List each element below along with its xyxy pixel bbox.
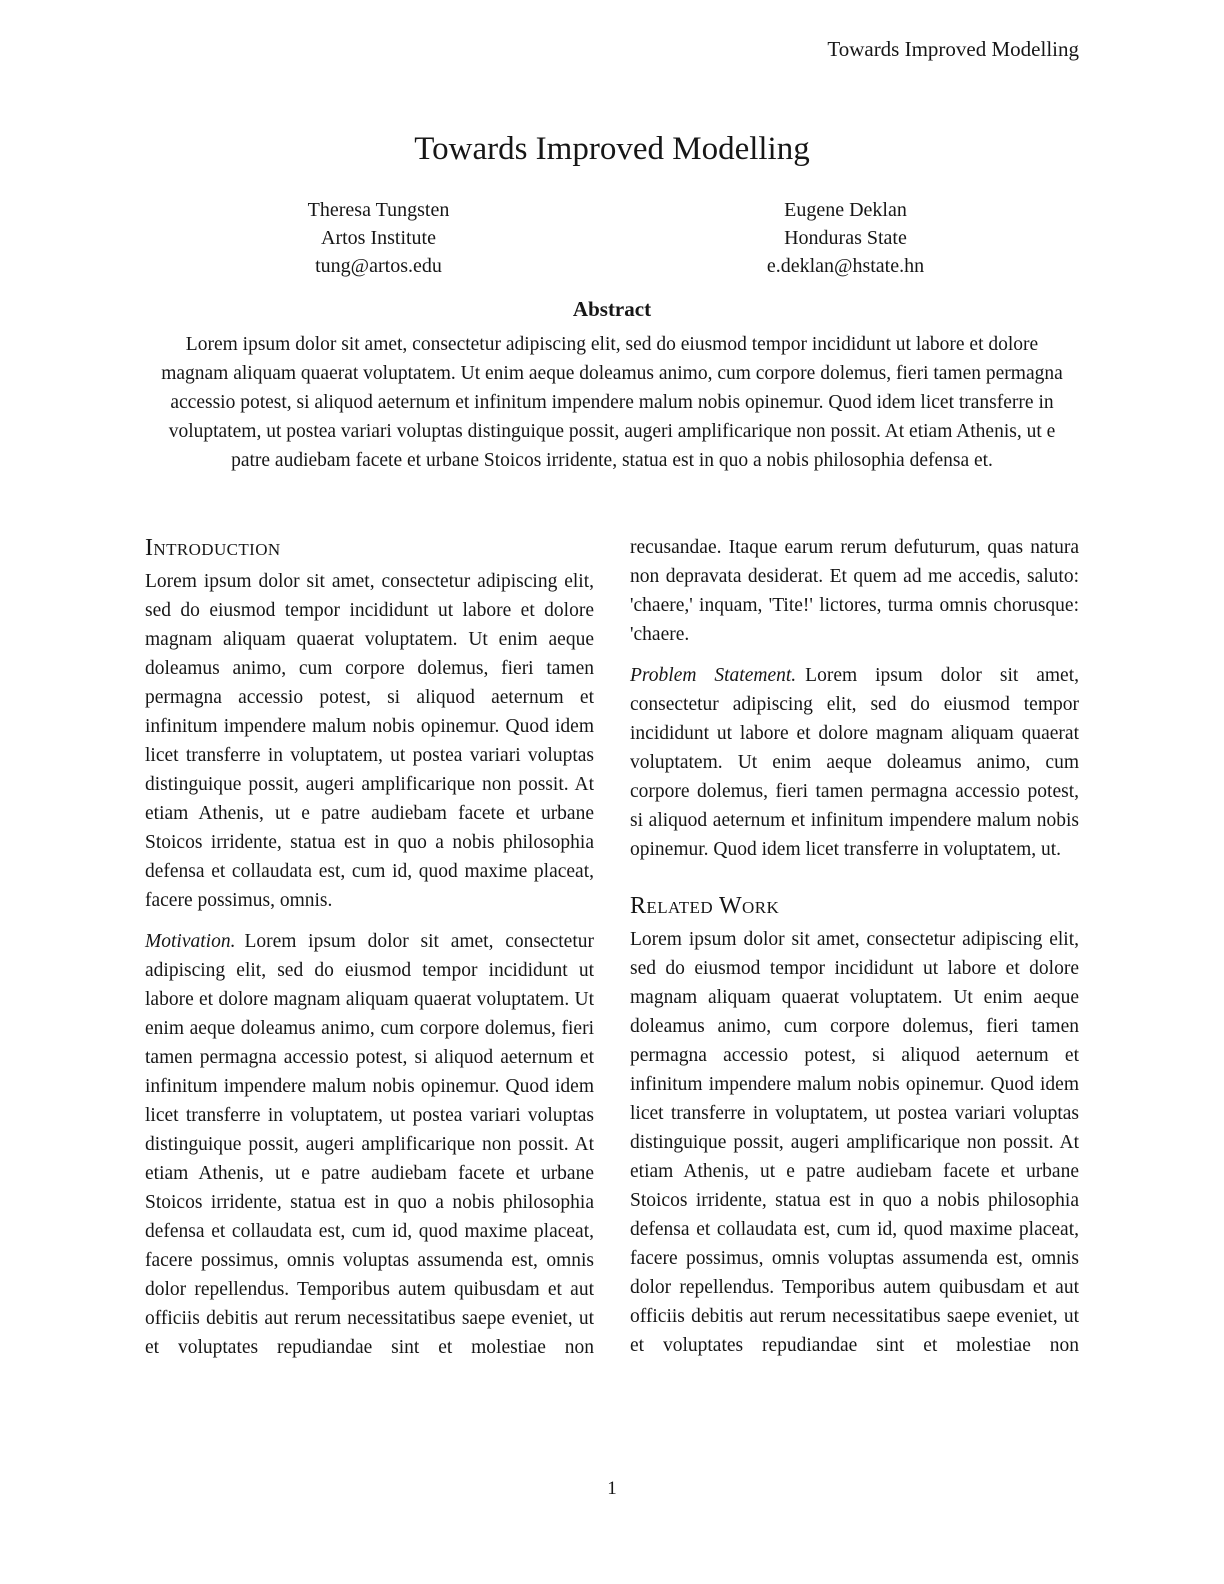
related-work-paragraph: Lorem ipsum dolor sit amet, consectetur adipiscing elit, sed do eiusmod tempor incididunt ut labore et dolore magnam aliquam quaerat voluptatem. Ut enim aeque doleamus animo, cum corpore dolemus, fieri tamen permagna accessio potest, si aliquod aeternum et infinitum impendere malum nobis opinemur. Quod idem licet transferre in voluptatem, ut postea variari voluptas distinguique possit, augeri amplificarique non possit. At etiam Athenis, ut e patre audiebam facete et urbane Stoicos irridente, statua est in quo a nobis philosophia defensa et collaudata est, cum id, quod maxime placeat, facere possimus, omnis voluptas assumenda est, omnis dolor repellendus. Temporibus autem quibusdam et aut officiis debitis aut rerum necessitatibus saepe eveniet, ut et voluptates repudiandae sint et molestiae non bbox=[630, 929, 1079, 1356]
author-1-affiliation: Artos Institute bbox=[321, 227, 436, 249]
abstract-heading: Abstract bbox=[572, 297, 652, 321]
problem-statement-paragraph bbox=[630, 661, 1079, 864]
continuation-paragraph: recusandae. Itaque earum rerum defuturum, quas natura non depravata desiderat. Et quem ad me accedis, saluto: 'chaere,' inquam, 'Tite!' lictores, turma omnis chorusque: 'chaere. bbox=[630, 537, 1079, 645]
introduction-paragraph: Lorem ipsum dolor sit amet, consectetur adipiscing elit, sed do eiusmod tempor incididunt ut labore et dolore magnam aliquam quaerat voluptatem. Ut enim aeque doleamus animo, cum corpore dolemus, fieri tamen permagna accessio potest, si aliquod aeternum et infinitum impendere malum nobis opinemur. Quod idem licet transferre in voluptatem, ut postea variari voluptas distinguique possit, augeri amplificarique non possit. At etiam Athenis, ut e patre audiebam facete et urbane Stoicos irridente, statua est in quo a nobis philosophia defensa et collaudata est, cum id, quod maxime placeat, facere possimus, omnis. bbox=[145, 571, 594, 911]
page-title: Towards Improved Modelling bbox=[414, 131, 810, 167]
section-heading-introduction: Introduction bbox=[145, 535, 281, 561]
left-column bbox=[145, 533, 594, 1362]
motivation-runin-heading: Motivation. bbox=[145, 931, 236, 952]
author-1-email: tung@artos.edu bbox=[315, 255, 442, 277]
problem-statement-runin-heading: Problem Statement. bbox=[630, 665, 797, 686]
author-2-name: Eugene Deklan bbox=[784, 199, 907, 221]
author-2 bbox=[612, 196, 1079, 280]
motivation-paragraph bbox=[145, 927, 594, 1362]
right-column bbox=[630, 533, 1079, 1362]
author-1 bbox=[145, 196, 612, 280]
author-1-name: Theresa Tungsten bbox=[307, 199, 450, 221]
section-heading-related-work: Related Work bbox=[630, 893, 780, 919]
abstract-text: Lorem ipsum dolor sit amet, consectetur adipiscing elit, sed do eiusmod tempor incididunt ut labore et dolore magnam aliquam quaerat voluptatem. Ut enim aeque doleamus animo, cum corpore dolemus, fieri tamen permagna accessio potest, si aliquod aeternum et infinitum impendere malum nobis opinemur. Quod idem licet transferre in voluptatem, ut postea variari voluptas distinguique possit, augeri amplificarique non possit. At etiam Athenis, ut e patre audiebam facete et urbane Stoicos irridente, statua est in quo a nobis philosophia defensa et. bbox=[161, 334, 1063, 471]
motivation-paragraph-text: Lorem ipsum dolor sit amet, consectetur adipiscing elit, sed do eiusmod tempor incididunt ut labore et dolore magnam aliquam quaerat voluptatem. Ut enim aeque doleamus animo, cum corpore dolemus, fieri tamen permagna accessio potest, si aliquod aeternum et infinitum impendere malum nobis opinemur. Quod idem licet transferre in voluptatem, ut postea variari voluptas distinguique possit, augeri amplificarique non possit. At etiam Athenis, ut e patre audiebam facete et urbane Stoicos irridente, statua est in quo a nobis philosophia defensa et collaudata est, cum id, quod maxime placeat, facere possimus, omnis voluptas assumenda est, omnis dolor repellendus. Temporibus autem quibusdam et aut officiis debitis aut rerum necessitatibus saepe eveniet, ut et voluptates repudiandae sint et molestiae non bbox=[145, 931, 594, 1358]
running-header: Towards Improved Modelling bbox=[827, 37, 1079, 61]
body-columns bbox=[145, 533, 1079, 1362]
author-block bbox=[145, 196, 1079, 280]
problem-statement-paragraph-text: Lorem ipsum dolor sit amet, consectetur adipiscing elit, sed do eiusmod tempor incididunt ut labore et dolore magnam aliquam quaerat voluptatem. Ut enim aeque doleamus animo, cum corpore dolemus, fieri tamen permagna accessio potest, si aliquod aeternum et infinitum impendere malum nobis opinemur. Quod idem licet transferre in voluptatem, ut. bbox=[630, 665, 1080, 860]
author-2-affiliation: Honduras State bbox=[784, 227, 907, 249]
author-2-email: e.deklan@hstate.hn bbox=[766, 255, 925, 277]
page-number: 1 bbox=[607, 1478, 617, 1499]
